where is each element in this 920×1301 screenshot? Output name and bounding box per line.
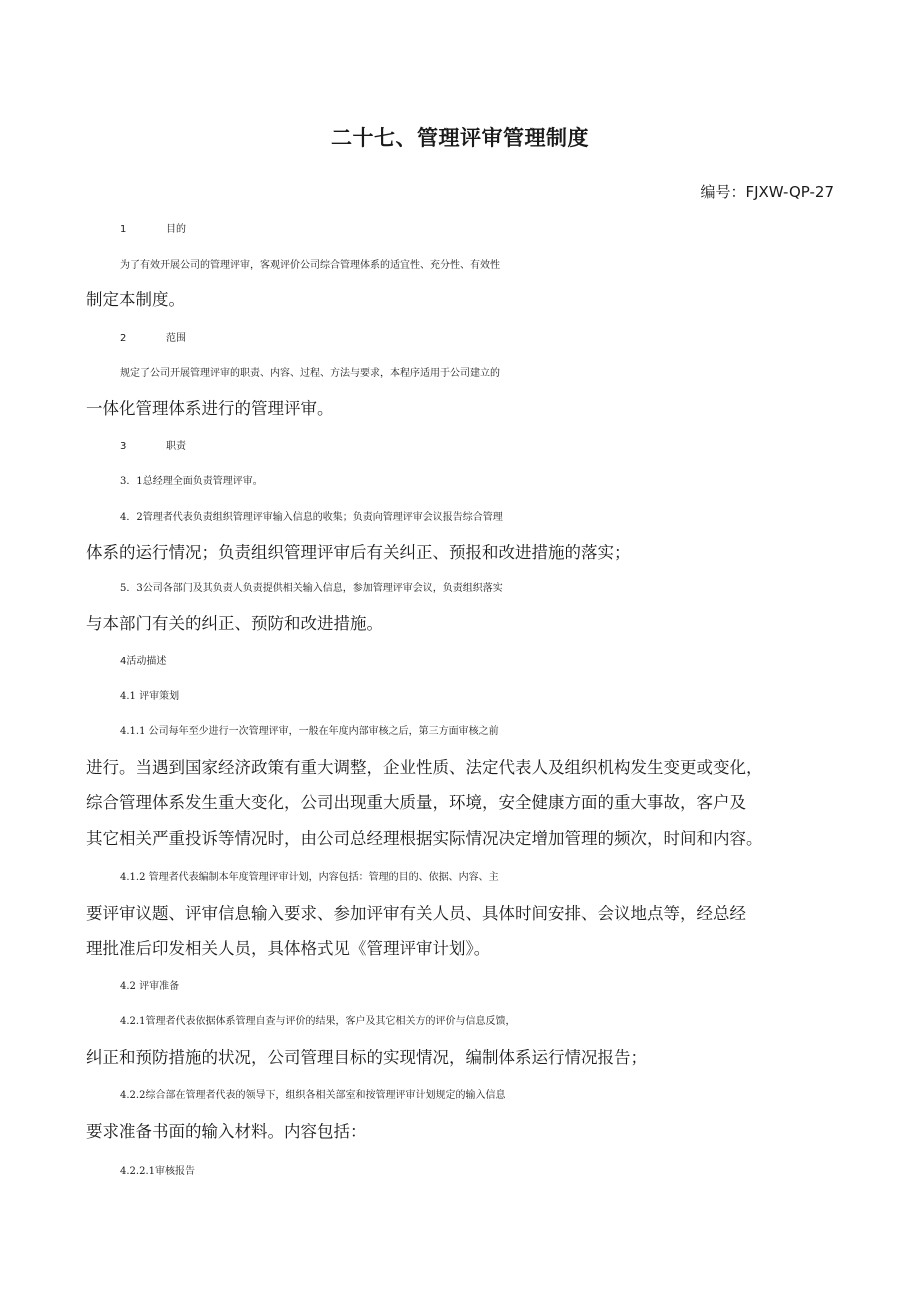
paragraph-line: 3．1总经理全面负责管理评审。 [120,476,263,487]
subsection-heading: 4.1 评审策划 [120,691,180,702]
document-title: 二十七、管理评审管理制度 [331,126,589,150]
paragraph-line: 与本部门有关的纠正、预防和改进措施。 [86,614,383,633]
paragraph-line: 5．3公司各部门及其负责人负责提供相关输入信息，参加管理评审会议，负责组织落实 [120,583,503,594]
paragraph-line: 4.2.1管理者代表依据体系管理自查与评价的结果，客户及其它相关方的评价与信息反馈， [120,1016,516,1027]
paragraph-line: 4．2管理者代表负责组织管理评审输入信息的收集；负责向管理评审会议报告综合管理 [120,512,503,523]
paragraph-line: 要评审议题、评审信息输入要求、参加评审有关人员、具体时间安排、会议地点等，经总经 [86,904,746,923]
paragraph-line: 规定了公司开展管理评审的职责、内容、过程、方法与要求，本程序适用于公司建立的 [120,368,500,379]
paragraph-line: 综合管理体系发生重大变化，公司出现重大质量，环境，安全健康方面的重大事故，客户及 [86,793,746,812]
paragraph-line: 其它相关严重投诉等情况时，由公司总经理根据实际情况决定增加管理的频次，时间和内容。 [86,829,763,848]
paragraph-line: 一体化管理体系进行的管理评审。 [86,399,334,418]
section-heading-activities: 4活动描述 [120,656,167,667]
section-number: 3 [120,441,127,452]
section-heading-duties [120,435,870,459]
paragraph-line: 要求准备书面的输入材料。内容包括： [86,1122,367,1141]
section-heading-purpose [120,218,870,242]
section-title: 职责 [166,441,186,452]
section-number: 1 [120,224,127,235]
section-heading-scope [120,327,870,351]
paragraph-line: 为了有效开展公司的管理评审，客观评价公司综合管理体系的适宜性、充分性、有效性 [120,260,500,271]
paragraph-line: 制定本制度。 [86,290,185,309]
document-number: 编号：FJXW-QP-27 [700,183,834,201]
subsection-heading: 4.2 评审准备 [120,981,180,992]
section-title: 范围 [166,333,186,344]
paragraph-line: 体系的运行情况；负责组织管理评审后有关纠正、预报和改进措施的落实； [86,543,631,562]
section-title: 目的 [166,224,186,235]
paragraph-line: 进行。当遇到国家经济政策有重大调整，企业性质、法定代表人及组织机构发生变更或变化， [86,758,763,777]
paragraph-line: 纠正和预防措施的状况，公司管理目标的实现情况，编制体系运行情况报告； [86,1048,647,1067]
paragraph-line: 4.1.2 管理者代表编制本年度管理评审计划，内容包括：管理的目的、依据、内容、主 [120,872,499,883]
paragraph-line: 4.1.1 公司每年至少进行一次管理评审，一般在年度内部审核之后，第三方面审核之前 [120,726,499,737]
paragraph-line: 4.2.2.1审核报告 [120,1166,195,1177]
section-number: 2 [120,333,127,344]
paragraph-line: 理批准后印发相关人员，具体格式见《管理评审计划》。 [86,939,491,958]
paragraph-line: 4.2.2综合部在管理者代表的领导下，组织各相关部室和按管理评审计划规定的输入信息 [120,1090,506,1101]
